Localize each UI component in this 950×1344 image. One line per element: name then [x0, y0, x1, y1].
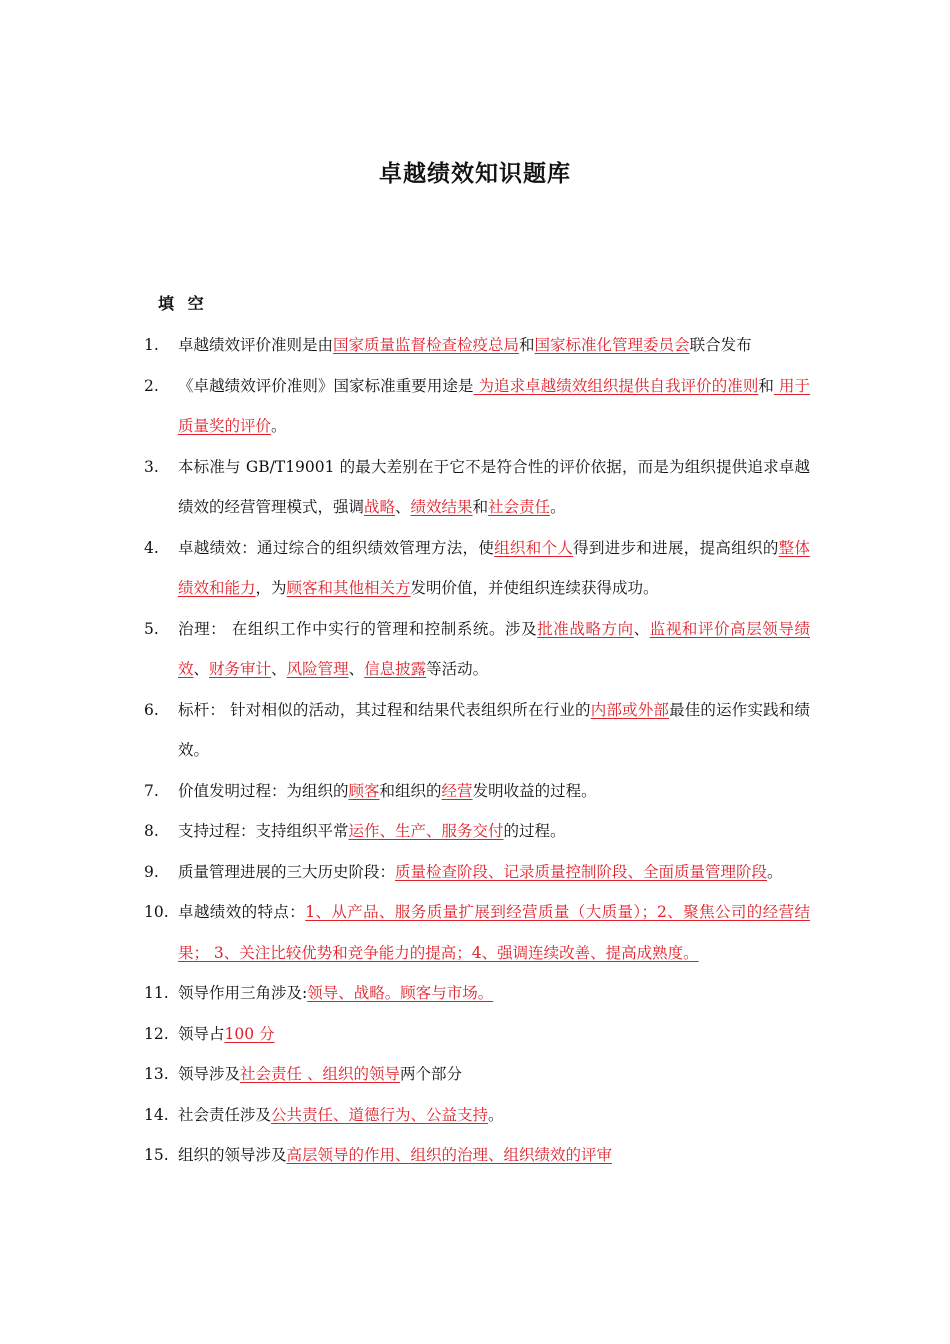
- question-fragment: 社会责任涉及: [178, 1105, 272, 1124]
- answer-blank: 整体绩效和能力: [178, 538, 810, 597]
- question-fragment: 发明价值，并使组织连续获得成功。: [410, 579, 659, 597]
- answer-blank: 社会责任 、组织的领导: [240, 1065, 400, 1083]
- question-fragment: 和: [472, 498, 489, 516]
- question-number: 4.: [144, 538, 159, 557]
- page-title: 卓越绩效知识题库: [379, 160, 571, 187]
- question-number: 7.: [144, 781, 159, 800]
- question-fragment: 的过程。: [503, 822, 566, 840]
- question-item: [140, 366, 810, 447]
- question-fragment: 得到进步和进展，提高组织的: [573, 538, 779, 557]
- question-fragment: 、: [271, 660, 287, 678]
- question-text: [178, 852, 810, 893]
- question-fragment: 两个部分: [399, 1065, 462, 1083]
- question-number: 15.: [144, 1146, 169, 1164]
- question-item: [140, 1014, 810, 1055]
- question-text: [178, 771, 810, 812]
- answer-blank: 绩效结果: [410, 498, 473, 516]
- answer-blank: 运作、生产、服务交付: [348, 822, 504, 840]
- answer-blank: 顾客: [348, 781, 380, 800]
- question-item: [140, 1095, 810, 1136]
- question-fragment: 联合发布: [689, 336, 752, 354]
- question-item: [140, 1054, 810, 1095]
- question-text: [178, 811, 810, 852]
- answer-blank: 高层领导的作用、组织的治理、组织绩效的评审: [286, 1146, 613, 1164]
- question-text: [178, 1135, 810, 1176]
- question-number: 11.: [144, 984, 169, 1002]
- answer-blank: 内部或外部: [590, 700, 670, 719]
- question-fragment: 。: [767, 862, 783, 881]
- question-fragment: 。: [488, 1105, 504, 1124]
- question-number: 12.: [144, 1024, 169, 1043]
- question-item: [140, 447, 810, 528]
- question-fragment: 发明收益的过程。: [472, 781, 597, 800]
- question-fragment: 卓越绩效的特点：: [178, 903, 306, 921]
- question-fragment: 。: [271, 417, 287, 435]
- answer-blank: 财务审计: [209, 660, 272, 678]
- question-text: [178, 1095, 810, 1136]
- question-item: [140, 771, 810, 812]
- answer-blank: 顾客和其他相关方: [286, 579, 411, 597]
- question-text: [178, 690, 810, 771]
- question-fragment: 最佳的运作实践和绩效。: [178, 700, 810, 759]
- question-text: [178, 609, 810, 690]
- answer-blank: 组织和个人: [494, 538, 574, 557]
- question-text: [178, 325, 810, 366]
- question-fragment: 组织的领导涉及: [178, 1146, 287, 1164]
- answer-blank: 社会责任: [488, 498, 551, 516]
- question-number: 10.: [144, 903, 169, 921]
- question-fragment: 、: [348, 660, 365, 678]
- question-number: 8.: [144, 822, 159, 840]
- question-item: [140, 609, 810, 690]
- answer-blank: 批准战略方向: [537, 619, 634, 638]
- question-fragment: 标杆： 针对相似的活动，其过程和结果代表组织所在行业的: [178, 700, 591, 719]
- question-fragment: 、: [633, 619, 650, 638]
- question-number: 13.: [144, 1065, 169, 1083]
- question-fragment: 治理： 在组织工作中实行的管理和控制系统。涉及: [178, 619, 538, 638]
- question-fragment: 卓越绩效评价准则是由: [178, 336, 334, 354]
- question-fragment: 和: [758, 376, 774, 395]
- question-fragment: 等活动。: [426, 660, 489, 678]
- question-number: 2.: [144, 376, 159, 395]
- question-number: 9.: [144, 862, 159, 881]
- question-item: [140, 1135, 810, 1176]
- question-fragment: 领导作用三角涉及:: [178, 984, 308, 1002]
- question-fragment: 本标准与 GB/T19001 的最大差别在于它不是符合性的评价依据，而是为组织提供追求卓越绩效的经营管理模式，强调: [178, 457, 810, 516]
- question-number: 6.: [144, 700, 159, 719]
- answer-blank: 风险管理: [286, 660, 349, 678]
- question-fragment: 。: [550, 498, 566, 516]
- answer-blank: 为追求卓越绩效组织提供自我评价的准则: [473, 376, 759, 395]
- question-number: 14.: [144, 1105, 169, 1124]
- question-item: [140, 811, 810, 852]
- question-fragment: 、: [193, 660, 210, 678]
- question-item: [140, 852, 810, 893]
- question-item: [140, 325, 810, 366]
- question-fragment: 《卓越绩效评价准则》国家标准重要用途是: [178, 376, 474, 395]
- answer-blank: 公共责任、道德行为、公益支持: [271, 1105, 489, 1124]
- question-fragment: 和组织的: [379, 781, 442, 800]
- question-item: [140, 892, 810, 973]
- question-fragment: 价值发明过程：为组织的: [178, 781, 349, 800]
- question-text: [178, 1014, 810, 1055]
- question-fragment: 支持过程：支持组织平常: [178, 822, 349, 840]
- question-text: [178, 447, 810, 528]
- section-heading: 填 空: [158, 294, 208, 313]
- answer-blank: 经营: [441, 781, 473, 800]
- question-item: [140, 973, 810, 1014]
- question-fragment: ，为: [255, 579, 287, 597]
- answer-blank: 质量检查阶段、记录质量控制阶段、全面质量管理阶段: [395, 862, 768, 881]
- answer-blank: 国家标准化管理委员会: [534, 336, 690, 354]
- question-text: [178, 366, 810, 447]
- answer-blank: 100 分: [224, 1024, 275, 1043]
- question-list: [140, 325, 810, 1176]
- question-fragment: 质量管理进展的三大历史阶段：: [178, 862, 396, 881]
- question-text: [178, 973, 810, 1014]
- question-number: 3.: [144, 457, 159, 476]
- question-text: [178, 528, 810, 609]
- question-item: [140, 690, 810, 771]
- answer-blank: 1、从产品、服务质量扩展到经营质量（大质量）；2、聚焦公司的经营结果； 3、关注比较优势和竞争能力的提高；4、强调连续改善、提高成熟度。: [178, 903, 810, 962]
- question-item: [140, 528, 810, 609]
- question-number: 1.: [144, 336, 159, 354]
- answer-blank: 国家质量监督检查检疫总局: [333, 336, 520, 354]
- answer-blank: 信息披露: [364, 660, 427, 678]
- answer-blank: 用于质量奖的评价: [178, 376, 810, 435]
- question-fragment: 领导占: [178, 1024, 225, 1043]
- question-number: 5.: [144, 619, 159, 638]
- question-fragment: 卓越绩效：通过综合的组织绩效管理方法，使: [178, 538, 495, 557]
- question-fragment: 、: [395, 498, 411, 516]
- answer-blank: 领导、战略。顾客与市场。: [307, 984, 494, 1002]
- question-fragment: 领导涉及: [178, 1065, 241, 1083]
- question-text: [178, 892, 810, 973]
- question-fragment: 和: [519, 336, 535, 354]
- question-text: [178, 1054, 810, 1095]
- answer-blank: 战略: [364, 498, 396, 516]
- answer-blank: 监视和评价高层领导绩效: [178, 619, 810, 678]
